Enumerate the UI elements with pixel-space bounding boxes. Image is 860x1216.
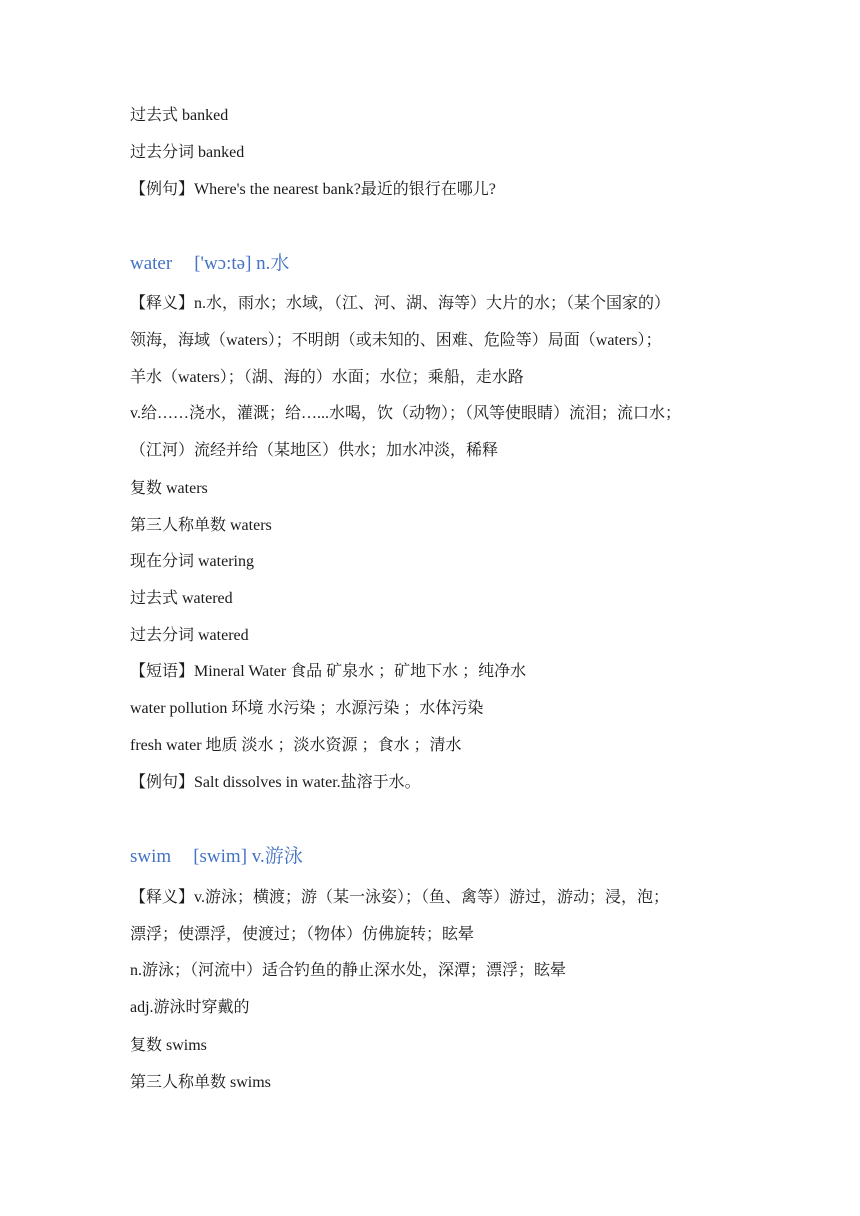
- definition-line: adj.游泳时穿戴的: [130, 999, 250, 1016]
- definition-line: 领海，海域（waters）；不明朗（或未知的、困难、危险等）局面（waters）；: [130, 332, 662, 349]
- definition-line: n.游泳；（河流中）适合钓鱼的静止深水处，深潭；漂浮；眩晕: [130, 962, 567, 979]
- third-person-line: 第三人称单数 swims: [130, 1074, 271, 1091]
- entry-heading-water: [130, 252, 289, 276]
- past-tense-line: 过去式 watered: [130, 590, 233, 607]
- entry-word: swim: [130, 846, 172, 867]
- past-participle-line: 过去分词 banked: [130, 144, 245, 161]
- phrase-line: water pollution 环境 水污染 ；水源污染 ；水体污染: [130, 700, 484, 717]
- entry-phonetic: [swim] v.游泳: [193, 846, 303, 867]
- definition-line: 漂浮；使漂浮，使渡过；（物体）仿佛旋转；眩晕: [130, 926, 475, 943]
- third-person-line: 第三人称单数 waters: [130, 517, 272, 534]
- example-sentence-line: 【例句】Where's the nearest bank?最近的银行在哪儿?: [130, 181, 496, 198]
- phrase-line: fresh water 地质 淡水 ；淡水资源 ；食水 ；清水: [130, 737, 462, 754]
- entry-phonetic: ['wɔ:tə] n.水: [194, 253, 290, 274]
- definition-line: v.给……浇水，灌溉；给…...水喝，饮（动物）；（风等使眼睛）流泪；流口水；: [130, 405, 681, 422]
- present-participle-line: 现在分词 watering: [130, 553, 254, 570]
- entry-word: water: [130, 253, 173, 274]
- past-tense-line: 过去式 banked: [130, 107, 229, 124]
- entry-heading-swim: [130, 845, 303, 869]
- phrase-line: 【短语】Mineral Water 食品 矿泉水 ；矿地下水 ；纯净水: [130, 663, 527, 680]
- definition-line: 羊水（waters）；（湖、海的）水面；水位；乘船，走水路: [130, 369, 524, 386]
- example-sentence-line: 【例句】Salt dissolves in water.盐溶于水。: [130, 774, 421, 791]
- definition-line: 【释义】n.水，雨水；水域，（江、河、湖、海等）大片的水；（某个国家的）: [130, 295, 671, 312]
- definition-line: 【释义】v.游泳；横渡；游（某一泳姿）；（鱼、禽等）游过，游动；浸，泡；: [130, 889, 669, 906]
- definition-line: （江河）流经并给（某地区）供水；加水冲淡，稀释: [130, 442, 499, 459]
- plural-line: 复数 swims: [130, 1037, 207, 1054]
- past-participle-line: 过去分词 watered: [130, 627, 249, 644]
- plural-line: 复数 waters: [130, 480, 208, 497]
